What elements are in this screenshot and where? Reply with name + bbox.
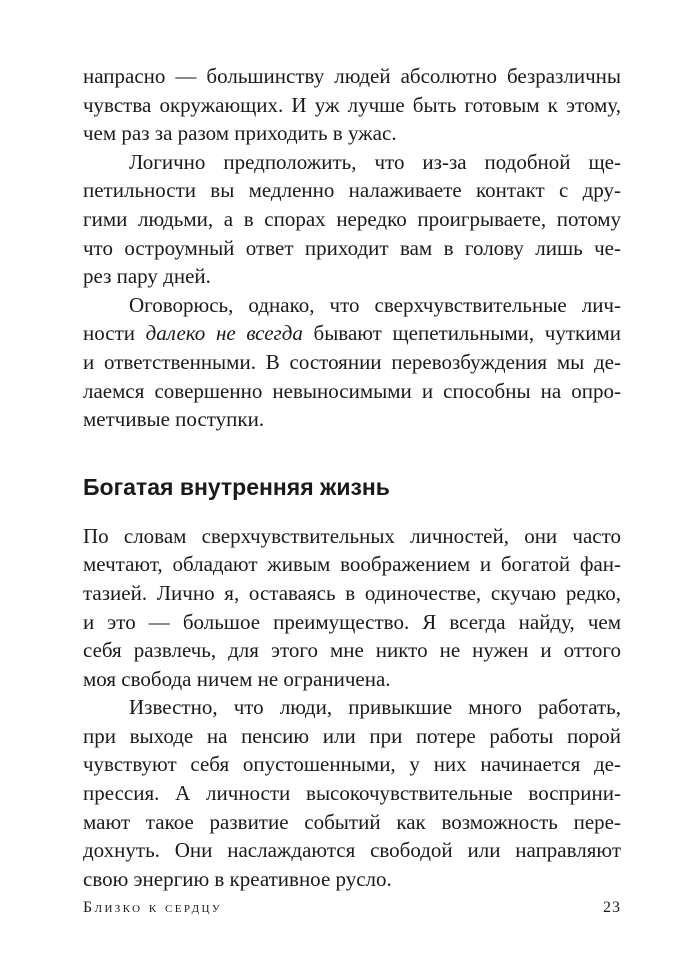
text-line: гими людьми, а в спорах нередко проигрываете, потому (83, 206, 621, 231)
text-span: ности (83, 321, 146, 346)
page-number: 23 (603, 899, 621, 916)
page-footer (83, 896, 621, 920)
text-line: и ответственными. В состоянии перевозбуждения мы де- (83, 349, 621, 374)
paragraph-2 (83, 148, 621, 291)
book-page-body (83, 62, 621, 893)
text-line: дохнуть. Они наслаждаются свободой или направляют (83, 838, 621, 863)
paragraph-3 (83, 291, 621, 434)
text-line: чем раз за разом приходить в ужас. (83, 121, 397, 146)
text-line: моя свобода ничем не ограничена. (83, 666, 391, 691)
text-line: себя развлечь, для этого мне никто не нужен и оттого (83, 638, 621, 663)
text-line: напрасно — большинству людей абсолютно безразличны (83, 64, 621, 88)
text-line: при выходе на пенсию или при потере работы порой (83, 723, 621, 748)
paragraph-4 (83, 522, 621, 694)
text-line: свою энергию в креативное русло. (83, 866, 392, 891)
text-line: Оговорюсь, однако, что сверхчувствительные лич- (129, 292, 621, 317)
text-line: прессия. А личности высокочувствительные восприни- (83, 781, 621, 806)
text-line: Известно, что люди, привыкшие много работать, (129, 695, 621, 720)
text-line-with-emphasis (83, 319, 621, 348)
text-line: метчивые поступки. (83, 407, 265, 432)
text-line: рез пару дней. (83, 264, 211, 289)
text-line: мечтают, обладают живым воображением и богатой фан- (83, 552, 621, 577)
text-line: тазией. Лично я, оставаясь в одиночестве, скучаю редко, (83, 580, 621, 605)
emphasis-text: далеко не всегда (145, 321, 303, 346)
paragraph-5 (83, 693, 621, 893)
section-heading: Богатая внутренняя жизнь (83, 473, 390, 500)
text-line: чувства окружающих. И уж лучше быть готовым к этому, (83, 92, 621, 117)
text-span: бывают щепетильными, чуткими (302, 321, 622, 346)
text-line: мают такое развитие событий как возможность пере- (83, 809, 621, 834)
running-title: Близко к сердцу (83, 899, 223, 916)
text-line: и это — большое преимущество. Я всегда найду, чем (83, 609, 621, 634)
text-line: петильности вы медленно налаживаете контакт с дру- (83, 178, 621, 203)
text-line: По словам сверхчувствительных личностей, они часто (83, 523, 621, 548)
text-line: лаемся совершенно невыносимыми и способны на опро- (83, 378, 621, 403)
text-line: что остроумный ответ приходит вам в голову лишь че- (83, 235, 621, 260)
text-line: чувствуют себя опустошенными, у них начинается де- (83, 752, 621, 777)
text-line: Логично предположить, что из-за подобной ще- (129, 149, 621, 174)
paragraph-1 (83, 62, 621, 148)
